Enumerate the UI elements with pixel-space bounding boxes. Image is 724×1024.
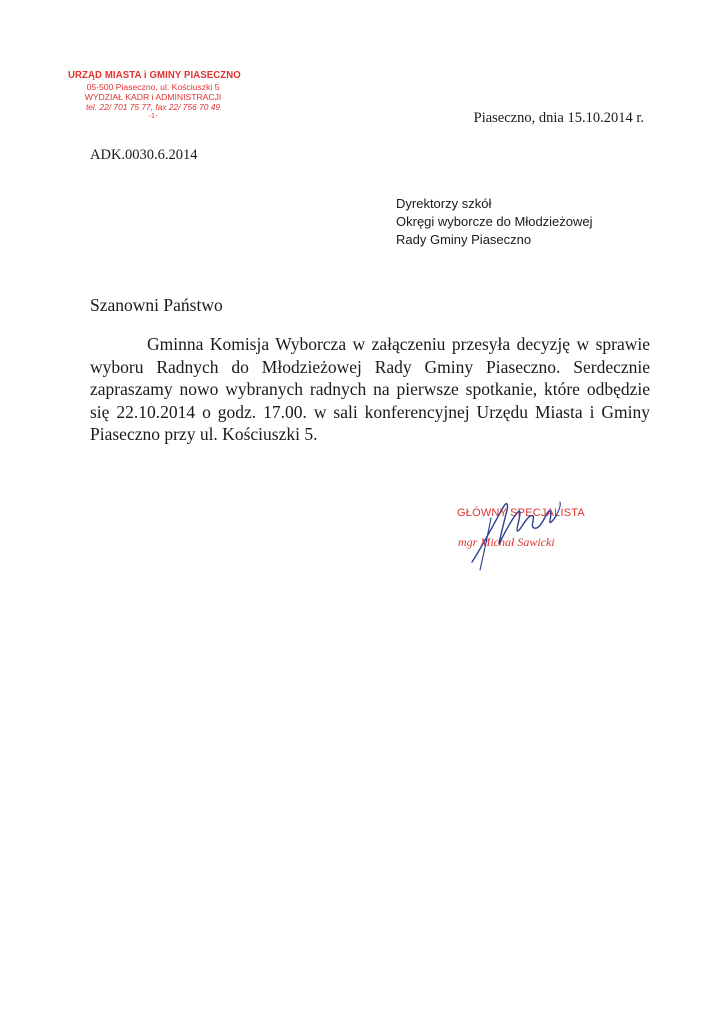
letterhead-stamp	[68, 69, 241, 121]
stamp-address: 05-500 Piaseczno, ul. Kościuszki 5	[86, 81, 220, 92]
recipient-line: Dyrektorzy szkół	[396, 196, 492, 211]
stamp-department: WYDZIAŁ KADR i ADMINISTRACJI	[84, 91, 222, 102]
recipient-line: Rady Gminy Piaseczno	[396, 232, 532, 247]
place-date: Piaseczno, dnia 15.10.2014 r.	[473, 110, 644, 126]
recipient-line: Okręgi wyborcze do Młodzieżowej	[396, 214, 593, 229]
stamp-office-name: URZĄD MIASTA i GMINY PIASECZNO	[68, 69, 241, 82]
recipient-block	[396, 195, 593, 249]
signature-stamp-title: GŁÓWNY SPECJALISTA	[457, 507, 585, 519]
signature-stamp-name: mgr Michał Sawicki	[458, 535, 555, 549]
handwritten-signature	[460, 492, 610, 572]
stamp-page-marker: -1-	[148, 111, 158, 121]
salutation: Szanowni Państwo	[90, 295, 223, 315]
reference-number: ADK.0030.6.2014	[90, 147, 198, 163]
letter-body: Gminna Komisja Wyborcza w załączeniu przesyła decyzję w sprawie wyboru Radnych do Młodzieżowej Rady Gminy Piaseczno. Serdecznie zapraszamy nowo wybranych radnych na pierwsze spotkanie, które odbędzie się 22.10.2014 o godz. 17.00. w sali konferencyjnej Urzędu Miasta i Gminy Piaseczno przy ul. Kościuszki 5.	[90, 334, 650, 444]
stamp-phone-fax: tel. 22/ 701 75 77, fax 22/ 756 70 49	[85, 102, 221, 113]
